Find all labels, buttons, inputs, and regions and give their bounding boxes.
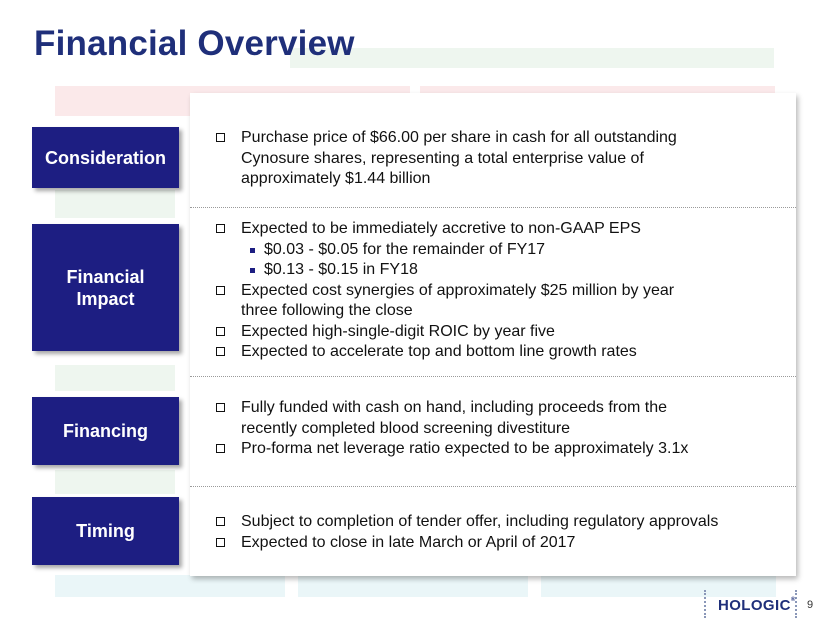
bullet-continuation (214, 419, 794, 440)
bullet-text: Expected to be immediately accretive to non-GAAP EPS (241, 220, 641, 237)
section-content-consideration (214, 128, 794, 190)
section-content-timing (214, 512, 794, 553)
bullet-item (214, 439, 794, 460)
bullet-text: $0.03 - $0.05 for the remainder of FY17 (264, 240, 546, 258)
section-divider (190, 486, 796, 487)
bullet-item (214, 281, 794, 302)
bullet-text: Subject to completion of tender offer, including regulatory approvals (241, 513, 719, 530)
background-tile (298, 575, 528, 597)
bullet-item (214, 342, 794, 363)
bullet-text: Expected to close in late March or April of 2017 (241, 533, 576, 551)
section-label-financing (32, 397, 179, 465)
bullet-item (214, 398, 794, 419)
bullet-item (214, 322, 794, 343)
bullet-continuation (214, 149, 794, 170)
section-content-financial-impact (214, 219, 794, 363)
bullet-continuation (214, 301, 794, 322)
section-label-financial-impact (32, 224, 179, 351)
background-tile (55, 470, 175, 494)
page-title: Financial Overview (34, 24, 355, 63)
background-tile (55, 365, 175, 391)
bullet-text: Expected to accelerate top and bottom line growth rates (241, 343, 637, 360)
registered-mark: ® (790, 597, 796, 603)
background-tile (290, 48, 774, 68)
checkbox-bullet-icon (216, 444, 225, 453)
bullet-item (214, 128, 794, 149)
sub-bullet-item (214, 260, 794, 281)
bullet-text: $0.13 - $0.15 in FY18 (264, 261, 418, 278)
bullet-item (214, 219, 794, 240)
bullet-continuation (214, 169, 794, 190)
page-number: 9 (807, 599, 814, 611)
background-tile (541, 575, 776, 597)
square-bullet-icon (250, 268, 255, 273)
checkbox-bullet-icon (216, 286, 225, 295)
bullet-text: Expected high-single-digit ROIC by year five (241, 322, 555, 340)
bullet-text: Expected cost synergies of approximately $25 million by year (241, 281, 675, 299)
section-divider (190, 376, 796, 377)
bullet-text: Cynosure shares, representing a total enterprise value of (241, 149, 644, 167)
checkbox-bullet-icon (216, 347, 225, 356)
sub-bullet-item (214, 240, 794, 261)
bullet-text: Fully funded with cash on hand, including proceeds from the (241, 399, 668, 416)
section-label-timing (32, 497, 179, 565)
hologic-logo (718, 597, 796, 614)
section-divider (190, 207, 796, 208)
section-label-text: Consideration (44, 147, 166, 168)
checkbox-bullet-icon (216, 538, 225, 547)
checkbox-bullet-icon (216, 327, 225, 336)
logo-text: HOLOGIC (718, 597, 791, 614)
section-label-text: Financial Impact (66, 266, 145, 309)
bullet-text: recently completed blood screening divestiture (241, 419, 571, 437)
section-label-consideration (32, 127, 179, 188)
footer-divider (704, 590, 708, 618)
square-bullet-icon (250, 248, 255, 253)
checkbox-bullet-icon (216, 517, 225, 526)
bullet-item (214, 512, 794, 533)
background-tile (55, 575, 285, 597)
bullet-text: three following the close (241, 302, 413, 319)
checkbox-bullet-icon (216, 133, 225, 142)
bullet-text: Pro-forma net leverage ratio expected to be approximately 3.1x (241, 440, 689, 457)
checkbox-bullet-icon (216, 403, 225, 412)
background-tile (55, 190, 175, 218)
section-content-financing (214, 398, 794, 460)
checkbox-bullet-icon (216, 224, 225, 233)
bullet-text: Purchase price of $66.00 per share in cash for all outstanding (241, 129, 677, 146)
bullet-item (214, 533, 794, 554)
bullet-text: approximately $1.44 billion (241, 170, 431, 187)
section-label-text: Timing (76, 521, 135, 541)
section-label-text: Financing (63, 421, 148, 441)
